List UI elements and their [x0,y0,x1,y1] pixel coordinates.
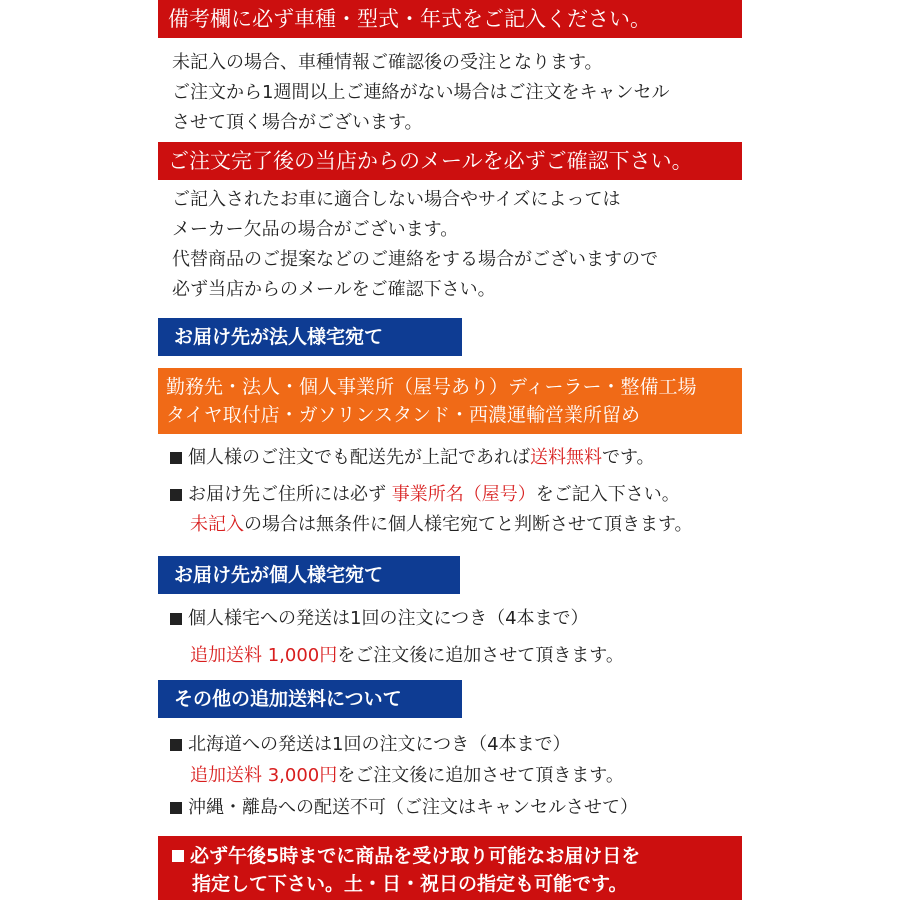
bullet-square-icon [170,613,182,625]
footer-line-2 [172,870,742,898]
footer-line-1 [172,842,742,870]
section1-line-2: ご注文から1週間以上ご連絡がない場合はご注文をキャンセル [172,82,670,103]
section4-heading-text: お届け先が個人様宅宛て [174,564,384,586]
footer-text-1: 必ず午後5時までに商品を受け取り可能なお届け日を [190,845,641,867]
item-text: の場合は無条件に個人様宅宛てと判断させて頂きます。 [244,514,693,535]
bullet-square-icon [170,802,182,814]
section1-heading-text: 備考欄に必ず車種・型式・年式をご記入ください。 [168,7,651,31]
section5-heading-text: その他の追加送料について [174,688,402,710]
section4-item-1 [170,605,589,633]
section3-item-1 [170,444,655,472]
item-text: お届け先ご住所には必ず [188,484,392,505]
section1-heading [158,0,742,38]
free-shipping-text: 送料無料 [530,447,602,468]
section3-heading-text: お届け先が法人様宅宛て [174,326,384,348]
section5-item-1b [190,762,624,790]
extra-fee-text: 追加送料 1,000円 [190,645,338,666]
bullet-square-icon [170,452,182,464]
section2-line-1: ご記入されたお車に適合しない場合やサイズによっては [172,189,621,210]
item-text: 沖縄・離島への配送不可（ご注文はキャンセルさせて） [188,797,638,818]
section4-heading [158,556,460,594]
section2-heading-text: ご注文完了後の当店からのメールを必ずご確認下さい。 [168,149,693,173]
section1-line-1: 未記入の場合、車種情報ご確認後の受注となります。 [172,52,603,73]
section3-item-2 [170,481,680,509]
section3-item-2b [190,511,693,539]
bullet-square-icon [170,489,182,501]
section1-body [172,48,669,138]
section2-line-4: 必ず当店からのメールをご確認下さい。 [172,279,496,300]
footer-text-2: 指定して下さい。土・日・祝日の指定も可能です。 [192,873,628,895]
bullet-square-icon [172,850,184,862]
item-text: をご注文後に追加させて頂きます。 [337,645,624,666]
item-text: 北海道への発送は1回の注文につき（4本まで） [188,734,571,755]
section5-item-2 [170,794,638,822]
section5-heading [158,680,462,718]
item-text: 個人様のご注文でも配送先が上記であれば [188,447,530,468]
item-text: 個人様宅への発送は1回の注文につき（4本まで） [188,608,589,629]
section2-heading [158,142,742,180]
section2-body [172,185,658,305]
item-text: です。 [602,447,655,468]
extra-fee-text: 追加送料 3,000円 [190,765,338,786]
business-name-text: 事業所名（屋号） [391,484,536,505]
footer-banner [158,836,742,900]
not-filled-text: 未記入 [190,514,244,535]
section1-line-3: させて頂く場合がございます。 [172,112,423,133]
item-text: をご注文後に追加させて頂きます。 [337,765,624,786]
section2-line-2: メーカー欠品の場合がございます。 [172,219,459,240]
section3-highlight [158,368,742,434]
item-text: をご記入下さい。 [535,484,680,505]
highlight-line-1: 勤務先・法人・個人事業所（屋号あり）ディーラー・整備工場 [166,376,697,398]
section2-line-3: 代替商品のご提案などのご連絡をする場合がございますので [172,249,658,270]
bullet-square-icon [170,739,182,751]
section3-heading [158,318,462,356]
section4-item-1b [190,642,624,670]
section5-item-1 [170,731,571,759]
highlight-line-2: タイヤ取付店・ガソリンスタンド・西濃運輸営業所留め [166,404,641,426]
